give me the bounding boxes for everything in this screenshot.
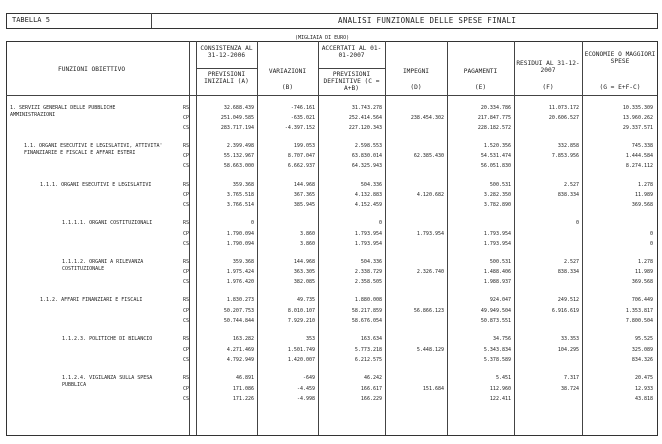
cell: 13.960.262	[622, 115, 653, 121]
row4-code-rs: RS	[183, 220, 190, 226]
row1-code-cp: CP	[183, 115, 190, 121]
row-label-8: 1.1.2.4. VIGILANZA SULLA SPESA PUBBLICA	[62, 375, 153, 388]
col-variazioni-code: (B)	[281, 84, 294, 91]
cell: 31.743.278	[351, 105, 382, 111]
cell: 38.724	[560, 386, 579, 392]
cell: 112.960	[489, 386, 511, 392]
cell: 5.451	[495, 375, 511, 381]
cell: 325.089	[631, 347, 653, 353]
cell: 1.880.008	[354, 297, 382, 303]
cell: 55.132.967	[223, 153, 254, 159]
col-pagamenti-code: (E)	[474, 84, 487, 91]
cell: 4.271.469	[226, 347, 254, 353]
row-label-5: 1.1.1.2. ORGANI A RILEVANZA COSTITUZIONALE	[62, 259, 144, 272]
consistenza-label: CONSISTENZA AL 31-12-2006	[200, 45, 253, 59]
row2-code-cs: CS	[183, 163, 190, 169]
col-accertati-header	[318, 45, 385, 59]
cell: -4.998	[296, 396, 315, 402]
cell: 5.773.218	[354, 347, 382, 353]
col-impegni-code: (D)	[410, 84, 422, 91]
col-impegni-header: IMPEGNI	[402, 68, 430, 75]
cell: 163.634	[360, 336, 382, 342]
cell: 369.568	[631, 202, 653, 208]
row7-code-rs: RS	[183, 336, 190, 342]
cell: 2.399.498	[226, 143, 254, 149]
cell: 166.617	[360, 386, 382, 392]
cell: 283.717.194	[220, 125, 254, 131]
cell: 49.735	[296, 297, 315, 303]
cell: 1.793.954	[354, 231, 382, 237]
cell: -4.397.152	[284, 125, 315, 131]
cell: 1.790.094	[226, 231, 254, 237]
cell: 7.929.210	[287, 318, 315, 324]
row5-code-cp: CP	[183, 269, 190, 275]
cell: 1.793.954	[354, 241, 382, 247]
cell: 122.411	[489, 396, 511, 402]
table-number: TABELLA 5	[12, 16, 50, 24]
cell: 382.085	[293, 279, 315, 285]
cell: -746.161	[290, 105, 315, 111]
row6-code-cp: CP	[183, 308, 190, 314]
cell: 34.756	[492, 336, 511, 342]
cell: 2.527	[563, 259, 579, 265]
cell: 249.512	[557, 297, 579, 303]
row-label-2: 1.1. ORGANI ESECUTIVI E LEGISLATIVI, ATTIVITA' FINANZIARIE E FISCALI E AFFARI ESTERI	[24, 143, 163, 156]
row-label-7: 1.1.2.3. POLITICHE DI BILANCIO	[62, 336, 153, 342]
row2-code-cp: CP	[183, 153, 190, 159]
row7-code-cp: CP	[183, 347, 190, 353]
cell: -635.021	[290, 115, 315, 121]
cell: 359.368	[232, 259, 254, 265]
cell: 385.945	[293, 202, 315, 208]
cell: 3.765.518	[226, 192, 254, 198]
cell: 144.968	[293, 182, 315, 188]
table-title-box	[6, 13, 658, 29]
cell: 7.853.956	[551, 153, 579, 159]
cell: -4.459	[296, 386, 315, 392]
col-divider	[582, 41, 583, 435]
row1-code-cs: CS	[183, 125, 190, 131]
cell: 1.353.817	[625, 308, 653, 314]
col-divider	[189, 41, 190, 435]
previsioni-definitive-label: PREVISIONI DEFINITIVE (C = A+B)	[323, 71, 380, 92]
row-label-3: 1.1.1. ORGANI ESECUTIVI E LEGISLATIVI	[40, 182, 152, 188]
row8-code-cp: CP	[183, 386, 190, 392]
cell: 54.531.474	[480, 153, 511, 159]
cell: 4.132.883	[354, 192, 382, 198]
row3-code-rs: RS	[183, 182, 190, 188]
cell: 1.278	[637, 182, 653, 188]
cell: 3.766.514	[226, 202, 254, 208]
cell: 95.525	[634, 336, 653, 342]
cell: 58.676.054	[351, 318, 382, 324]
cell: 5.378.589	[483, 357, 511, 363]
row3-code-cp: CP	[183, 192, 190, 198]
cell: 1.793.954	[483, 231, 511, 237]
cell: 171.086	[232, 386, 254, 392]
cell: 0	[378, 220, 382, 226]
row-label-1: 1. SERVIZI GENERALI DELLE PUBBLICHE AMMINISTRAZIONI	[10, 105, 116, 118]
cell: 11.073.172	[548, 105, 579, 111]
cell: 1.793.954	[483, 241, 511, 247]
header-sep	[196, 68, 257, 69]
cell: 4.120.682	[416, 192, 444, 198]
row5-code-cs: CS	[183, 279, 190, 285]
header-sep	[318, 68, 385, 69]
cell: 3.782.890	[483, 202, 511, 208]
row-label-6: 1.1.2. AFFARI FINANZIARI E FISCALI	[40, 297, 143, 303]
cell: 1.520.356	[483, 143, 511, 149]
cell: 56.866.123	[413, 308, 444, 314]
cell: 7.317	[563, 375, 579, 381]
cell: 838.334	[557, 269, 579, 275]
cell: 1.976.420	[226, 279, 254, 285]
cell: 7.800.504	[625, 318, 653, 324]
cell: 50.744.844	[223, 318, 254, 324]
cell: 359.368	[232, 182, 254, 188]
cell: 1.830.273	[226, 297, 254, 303]
cell: 6.916.619	[551, 308, 579, 314]
cell: 151.684	[422, 386, 444, 392]
col-residui-header	[514, 60, 582, 74]
cell: 4.152.459	[354, 202, 382, 208]
col-divider	[385, 41, 386, 435]
cell: 50.207.753	[223, 308, 254, 314]
row1-code-rs: RS	[183, 105, 190, 111]
col-consistenza-header	[196, 45, 257, 59]
cell: 2.598.553	[354, 143, 382, 149]
cell: 10.335.309	[622, 105, 653, 111]
cell: 1.488.406	[483, 269, 511, 275]
cell: 332.858	[557, 143, 579, 149]
cell: 228.182.572	[477, 125, 511, 131]
cell: 238.454.302	[410, 115, 444, 121]
row8-code-rs: RS	[183, 375, 190, 381]
cell: 1.420.007	[287, 357, 315, 363]
cell: 353	[305, 336, 315, 342]
cell: 3.860	[299, 231, 315, 237]
cell: 163.282	[232, 336, 254, 342]
col-variazioni-header: VARIAZIONI	[268, 68, 307, 75]
cell: 29.337.571	[622, 125, 653, 131]
cell: 8.010.107	[287, 308, 315, 314]
cell: 8.274.112	[625, 163, 653, 169]
cell: 369.568	[631, 279, 653, 285]
cell: 3.860	[299, 241, 315, 247]
row6-code-cs: CS	[183, 318, 190, 324]
cell: 49.949.504	[480, 308, 511, 314]
table-subtitle: (MIGLIAIA DI EURO)	[295, 35, 350, 41]
row5-code-rs: RS	[183, 259, 190, 265]
cell: 33.353	[560, 336, 579, 342]
cell: 2.358.505	[354, 279, 382, 285]
cell: 2.326.740	[416, 269, 444, 275]
cell: 1.278	[637, 259, 653, 265]
cell: 20.334.786	[480, 105, 511, 111]
residui-label: RESIDUI AL 31-12-2007	[516, 60, 580, 74]
cell: 1.975.424	[226, 269, 254, 275]
cell: 32.688.439	[223, 105, 254, 111]
row3-code-cs: CS	[183, 202, 190, 208]
cell: 1.444.584	[625, 153, 653, 159]
cell: 56.051.830	[480, 163, 511, 169]
cell: 1.988.937	[483, 279, 511, 285]
col-previsioni-definitive-header	[318, 71, 385, 92]
cell: 1.501.749	[287, 347, 315, 353]
cell: 46.242	[363, 375, 382, 381]
cell: 104.295	[557, 347, 579, 353]
cell: 50.873.551	[480, 318, 511, 324]
col-pagamenti-header: PAGAMENTI	[463, 68, 498, 75]
cell: 20.606.527	[548, 115, 579, 121]
cell: 166.229	[360, 396, 382, 402]
cell: 500.531	[489, 259, 511, 265]
cell: 252.414.564	[348, 115, 382, 121]
cell: 144.968	[293, 259, 315, 265]
row-label-4: 1.1.1.1. ORGANI COSTITUZIONALI	[62, 220, 153, 226]
cell: 11.989	[634, 269, 653, 275]
cell: 62.385.430	[413, 153, 444, 159]
row4-code-cp: CP	[183, 231, 190, 237]
cell: 367.365	[293, 192, 315, 198]
table-title: ANALISI FUNZIONALE DELLE SPESE FINALI	[338, 16, 517, 25]
cell: 924.047	[489, 297, 511, 303]
cell: 363.305	[293, 269, 315, 275]
row4-code-cs: CS	[183, 241, 190, 247]
col-funzioni-header: FUNZIONI OBIETTIVO	[58, 66, 126, 73]
cell: 251.049.585	[220, 115, 254, 121]
header-bottom-line	[6, 95, 657, 96]
cell: 227.120.343	[348, 125, 382, 131]
cell: 1.793.954	[416, 231, 444, 237]
cell: 838.334	[557, 192, 579, 198]
previsioni-iniziali-label: PREVISIONI INIZIALI (A)	[204, 71, 249, 85]
cell: 11.989	[634, 192, 653, 198]
col-previsioni-iniziali-header	[196, 71, 257, 85]
cell: 834.326	[631, 357, 653, 363]
cell: 64.325.943	[351, 163, 382, 169]
economie-label: ECONOMIE O MAGGIORI SPESE	[584, 51, 656, 65]
cell: 0	[649, 231, 653, 237]
col-economie-code: (G = E+F-C)	[599, 84, 641, 91]
cell: 0	[575, 220, 579, 226]
cell: 43.818	[634, 396, 653, 402]
cell: 504.336	[360, 259, 382, 265]
cell: 2.338.729	[354, 269, 382, 275]
cell: 8.707.047	[287, 153, 315, 159]
cell: 504.336	[360, 182, 382, 188]
cell: 1.790.094	[226, 241, 254, 247]
cell: 3.282.350	[483, 192, 511, 198]
cell: -649	[302, 375, 315, 381]
cell: 0	[250, 220, 254, 226]
cell: 5.343.834	[483, 347, 511, 353]
cell: 5.448.129	[416, 347, 444, 353]
cell: 2.527	[563, 182, 579, 188]
accertati-label: ACCERTATI AL 01-01-2007	[321, 45, 382, 59]
cell: 20.475	[634, 375, 653, 381]
cell: 0	[649, 241, 653, 247]
cell: 46.891	[235, 375, 254, 381]
cell: 745.338	[631, 143, 653, 149]
row8-code-cs: CS	[183, 396, 190, 402]
cell: 58.217.859	[351, 308, 382, 314]
cell: 6.662.937	[287, 163, 315, 169]
row6-code-rs: RS	[183, 297, 190, 303]
cell: 500.531	[489, 182, 511, 188]
cell: 12.933	[634, 386, 653, 392]
cell: 4.792.949	[226, 357, 254, 363]
col-economie-header	[584, 51, 656, 65]
cell: 58.663.000	[223, 163, 254, 169]
title-divider	[151, 13, 152, 28]
cell: 706.449	[631, 297, 653, 303]
cell: 217.847.775	[477, 115, 511, 121]
cell: 171.226	[232, 396, 254, 402]
row7-code-cs: CS	[183, 357, 190, 363]
cell: 63.830.014	[351, 153, 382, 159]
col-residui-code: (F)	[542, 84, 554, 91]
cell: 199.053	[293, 143, 315, 149]
cell: 6.212.575	[354, 357, 382, 363]
row2-code-rs: RS	[183, 143, 190, 149]
